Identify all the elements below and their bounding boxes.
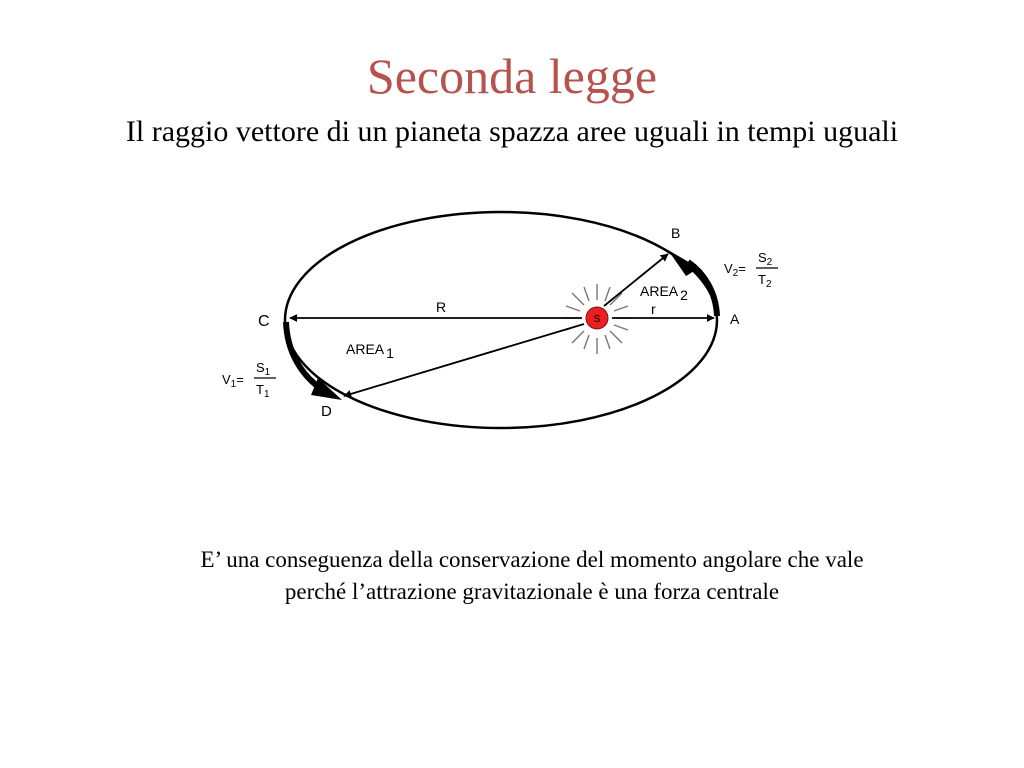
area2-label: AREA 2	[640, 283, 688, 303]
point-label-d: D	[321, 403, 332, 420]
svg-text:T1: $T_1$	[256, 382, 270, 400]
sun-label: S	[593, 314, 601, 325]
svg-text:S1: $S_1$	[256, 360, 271, 378]
point-label-b: B	[671, 225, 681, 241]
svg-text:V1=: $V_1=$	[222, 372, 244, 390]
point-label-a: A	[730, 311, 740, 327]
caption-line-2: perché l’attrazione gravitazionale è una forza centrale	[284, 579, 780, 604]
slide-title: Seconda legge	[366, 48, 658, 104]
vector-to-d	[344, 324, 584, 396]
caption	[0, 544, 1024, 608]
svg-text:T2: $T_2$	[758, 272, 772, 290]
svg-text:S2: $S_2$	[758, 250, 773, 268]
radius-label-small: r	[651, 301, 656, 317]
svg-text:V2=: $V_2=$	[724, 261, 746, 279]
slide-subtitle: Il raggio vettore di un pianeta spazza aree uguali in tempi uguali	[125, 115, 899, 148]
radius-label-big: R	[436, 299, 447, 315]
velocity-formula-v1	[222, 360, 276, 400]
area1-label: AREA 1	[346, 341, 394, 361]
caption-line-1: E’ una conseguenza della conservazione del momento angolare che vale	[200, 547, 864, 572]
point-label-c: C	[258, 313, 270, 330]
orbit-ellipse	[285, 212, 717, 428]
velocity-formula-v2	[724, 250, 778, 290]
